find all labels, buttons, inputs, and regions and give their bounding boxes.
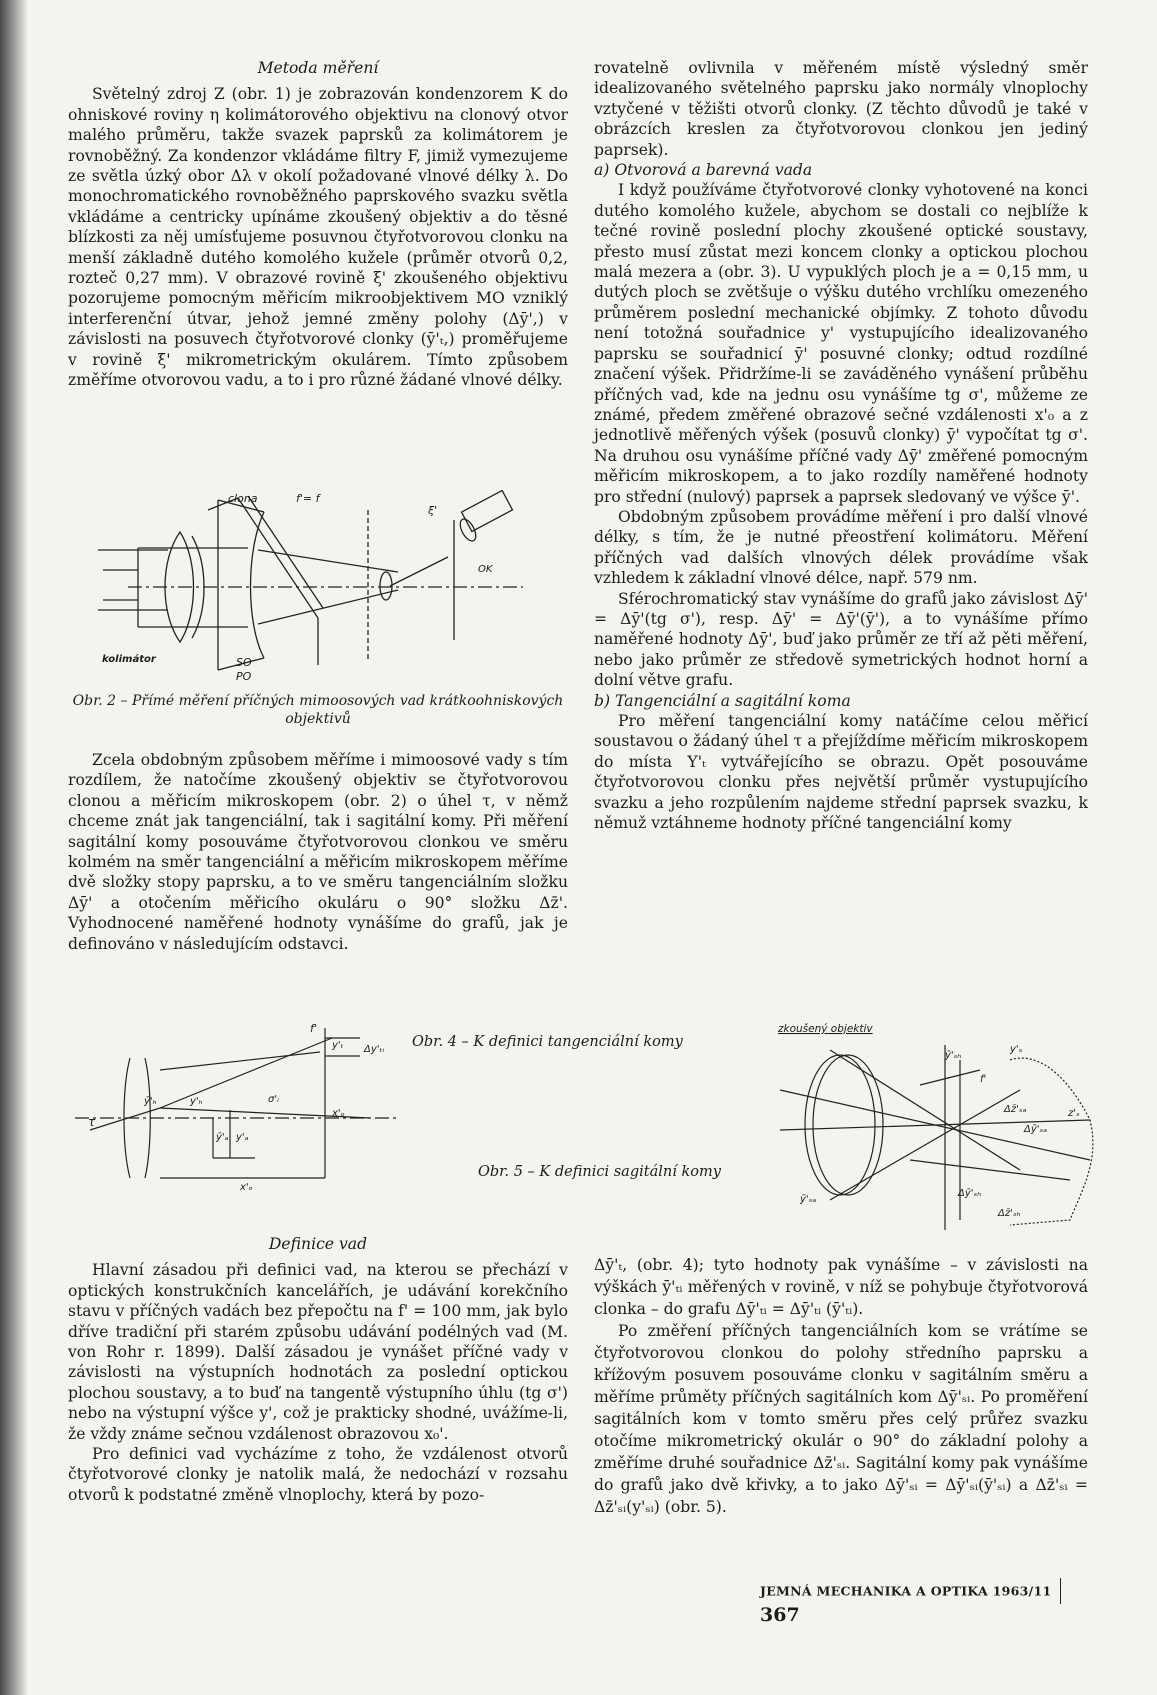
label-so: SO [236,656,252,669]
binding-shadow [0,0,28,1695]
label-obj: zkoušený objektiv [778,1023,873,1035]
label-sigma: σ'ᵢ [268,1094,279,1105]
figure-2-caption: Obr. 2 – Přímé měření příčných mimoosových vad krátkoohniskových objektivů [72,693,564,727]
label-f: f' [980,1074,987,1085]
right-column-bottom [594,1254,1088,1518]
journal-title: JEMNÁ MECHANIKA A OPTIKA 1963/11 [760,1583,1052,1599]
label-tau: τ [88,1115,96,1129]
paragraph: Obdobným způsobem provádíme měření i pro další vlnové délky, s tím, že je nutné přeostření kolimátoru. Měření příčných vad dalších vlnových délek provádíme však vzhledem k základní vlnové délce, např. 579 nm. [594,507,1088,588]
page-number: 367 [760,1604,800,1626]
paragraph: Sférochromatický stav vynášíme do grafů jako závislost Δȳ' = Δȳ'(tg σ'), resp. Δȳ' = Δȳ'(ȳ'), a to vynášíme přímo naměřené hodnoty Δȳ', buď jako průměr ze tří až pěti měření, nebo jako průměr ze středově symetrických hodnot horní a dolní větve grafu. [594,589,1088,690]
label-dy: Δy'ₜᵢ [364,1044,385,1055]
label-y: y'ₜ [332,1040,344,1051]
right-column-top [594,58,1088,833]
section-heading-definice: Definice vad [268,1235,368,1253]
paragraph: rovatelně ovlivnila v měřeném místě výsledný směr idealizovaného světelného paprsku jako normály vlnoplochy vztyčené v těžišti otvorů clonky. (Z těchto důvodů je také v obrázcích kreslen za čtyřotvorovou clonkou jen jediný paprsek). [594,59,1088,159]
paragraph: Zcela obdobným způsobem měříme i mimoosové vady s tím rozdílem, že natočíme zkoušený objektiv se čtyřotvorovou clonou a měřicím mikroskopem (obr. 2) o úhel τ, v němž chceme znát jak tangenciální, tak i sagitální komy. Při měření sagitální komy posouváme čtyřotvorovou clonkou ve směru kolmém na směr tangenciální a měřicím mikroskopem měříme dvě složky stopy paprsku, a to ve směru tangenciálním složku Δȳ' a otočením měřicího okuláru o 90° složku Δz̄'. Vyhodnocené naměřené hodnoty vynášíme do grafů, jak je definováno v následujícím odstavci. [68,751,568,953]
label-kolimator: kolimátor [102,654,156,665]
label-ys: y'ₛ [1010,1044,1023,1055]
subheading-b: b) Tangenciální a sagitální koma [594,691,851,710]
subheading-a: a) Otvorová a barevná vada [594,161,813,180]
label-f: f' [310,1022,317,1035]
label-ysh: ȳ'ₛₕ [945,1050,962,1061]
left-column-bottom [68,1234,568,1505]
figure-4-caption: Obr. 4 – K definici tangenciální komy [412,1034,683,1050]
left-column-top [68,58,568,391]
paragraph: I když používáme čtyřotvorové clonky vyhotovené na konci dutého komolého kužele, abychom se dostali co nejblíže k tečné rovině poslední plochy zkoušené optické soustavy, přesto musí zůstat mezi koncem clonky a optickou plochou malá mezera a (obr. 3). U vypuklých ploch je a = 0,15 mm, u dutých ploch se zvětšuje o výšku dutého vrchlíku omezeného průměrem poslední mechanické objímky. Z tohoto důvodu není totožná souřadnice y' vystupujícího idealizovaného paprsku se souřadnicí ȳ' posuvné clonky; odtud rozdílné značení výšek. Přidržíme-li se zaváděného vynášení průběhu příčných vad, kde na jednu osu vynášíme tg σ', můžeme ze známé, předem změřené obrazové sečné vzdálenosti x'₀ a z jednotlivě měřených výšek (posuvů clonky) ȳ' vypočítat tg σ'. Na druhou osu vynášíme příčné vady Δȳ' změřené pomocným měřicím mikroskopem, a to jako rozdíly naměřené hodnoty pro střední (nulový) paprsek a paprsek sledovaný ve výšce ȳ'. [594,181,1088,506]
footer-separator [1060,1578,1061,1604]
left-column-mid [68,750,568,954]
label-ok: OK [478,564,493,575]
label-clona: clona [228,492,258,505]
label-zs: z'ₛ [1068,1108,1080,1119]
figure-4 [70,1018,410,1198]
label-x0: x'ₒ [240,1182,253,1193]
label-po: PO [236,670,252,683]
label-yd: ȳ'ₐ [216,1132,229,1143]
figure-5 [770,1020,1100,1230]
label-yd2: y'ₐ [236,1132,249,1143]
label-ysd: ȳ'ₛₐ [800,1194,817,1205]
label-dzsd: Δz̄'ₛₐ [1004,1104,1027,1115]
label-yh: ȳ'ₕ [144,1096,157,1107]
label-x: x'ₒ [332,1108,345,1119]
paragraph: Δȳ'ₜ, (obr. 4); tyto hodnoty pak vynášíme – v závislosti na výškách ȳ'ₜᵢ měřených v rovině, v níž se pohybuje čtyřotvorová clonka – do grafu Δȳ'ₜᵢ = Δȳ'ₜᵢ (ȳ'ₜᵢ). [594,1256,1088,1318]
paragraph: Po změření příčných tangenciálních kom se vrátíme se čtyřotvorovou clonkou do polohy středního paprsku a křížovým posuvem posouváme clonku v sagitálním směru a měříme průměty příčných sagitálních kom Δȳ'ₛᵢ. Po proměření sagitálních kom v tomto směru přes celý průřez svazku otočíme mikrometrický okulár o 90° do základní polohy a změříme druhé souřadnice Δz̄'ₛᵢ. Sagitální komy pak vynášíme do grafů jako dvě křivky, a to jako Δȳ'ₛᵢ = Δȳ'ₛᵢ(ȳ'ₛᵢ) a Δz̄'ₛᵢ = Δz̄'ₛᵢ(y'ₛᵢ) (obr. 5). [594,1322,1088,1516]
label-dysh: Δȳ'ₛₕ [958,1188,982,1199]
label-ff: f'= f [296,492,320,505]
figure-5-caption: Obr. 5 – K definici sagitální komy [478,1164,721,1180]
figure-2 [68,490,568,700]
label-dzsh: Δz̄'ₛₕ [998,1208,1021,1219]
section-heading-metoda: Metoda měření [257,59,379,77]
paragraph: Hlavní zásadou při definici vad, na kterou se přechází v optických konstrukčních kancelářích, je udávání korekčního stavu v příčných vadách bez přepočtu na f' = 100 mm, jak bylo dříve tradiční při starém způsobu udávání podélných vad (M. von Rohr r. 1899). Další zásadou je vynášet příčné vady v závislosti na výstupních hodnotách za poslední optickou plochou soustavy, a to buď na tangentě výstupního úhlu (tg σ') nebo na výstupní výšce y', což je prakticky shodné, uvážíme-li, že vždy známe sečnou vzdálenost obrazovou x₀'. [68,1261,568,1443]
label-dysd: Δȳ'ₛₐ [1024,1124,1048,1135]
paragraph: Pro definici vad vycházíme z toho, že vzdálenost otvorů čtyřotvorové clonky je natolik malá, že nedochází v rozsahu otvorů k podstatné změně vlnoplochy, která by pozo- [68,1445,568,1504]
label-yh2: y'ₕ [190,1096,203,1107]
label-xi: ξ' [428,504,438,517]
paragraph: Pro měření tangenciální komy natáčíme celou měřicí soustavou o žádaný úhel τ a přejíždíme měřicím mikroskopem do místa Y'ₜ vytvářejícího se obrazu. Opět posouváme čtyřotvorovou clonku přes největší průměr vystupujícího svazku a jeho rozpůlením najdeme střední paprsek svazku, k němuž vztáhneme hodnoty příčné tangenciální komy [594,712,1088,833]
paragraph: Světelný zdroj Z (obr. 1) je zobrazován kondenzorem K do ohniskové roviny η kolimátorového objektivu na clonový otvor malého průměru, takže svazek paprsků za kolimátorem je rovnoběžný. Za kondenzor vkládáme filtry F, jimiž vymezujeme ze světla úzký obor Δλ v okolí požadované vlnové délky λ. Do monochromatického rovnoběžného paprskového svazku světla vkládáme a centricky upínáme zkoušený objektiv a do těsné blízkosti za něj umísťujeme posuvnou čtyřotvorovou clonku na menší základně dutého komolého kužele (průměr otvorů 0,2, rozteč 0,27 mm). V obrazové rovině ξ' zkoušeného objektivu pozorujeme pomocným měřicím mikroobjektivem MO vzniklý interferenční útvar, jehož jemné změny polohy (Δȳ',) v závislosti na posuvech čtyřotvorové clonky (ȳ'ₜ,) proměřujeme v rovině ξ' mikrometrickým okulárem. Tímto způsobem změříme otvorovou vadu, a to i pro různé žádané vlnové délky. [68,85,568,390]
page-footer [760,1578,1090,1626]
